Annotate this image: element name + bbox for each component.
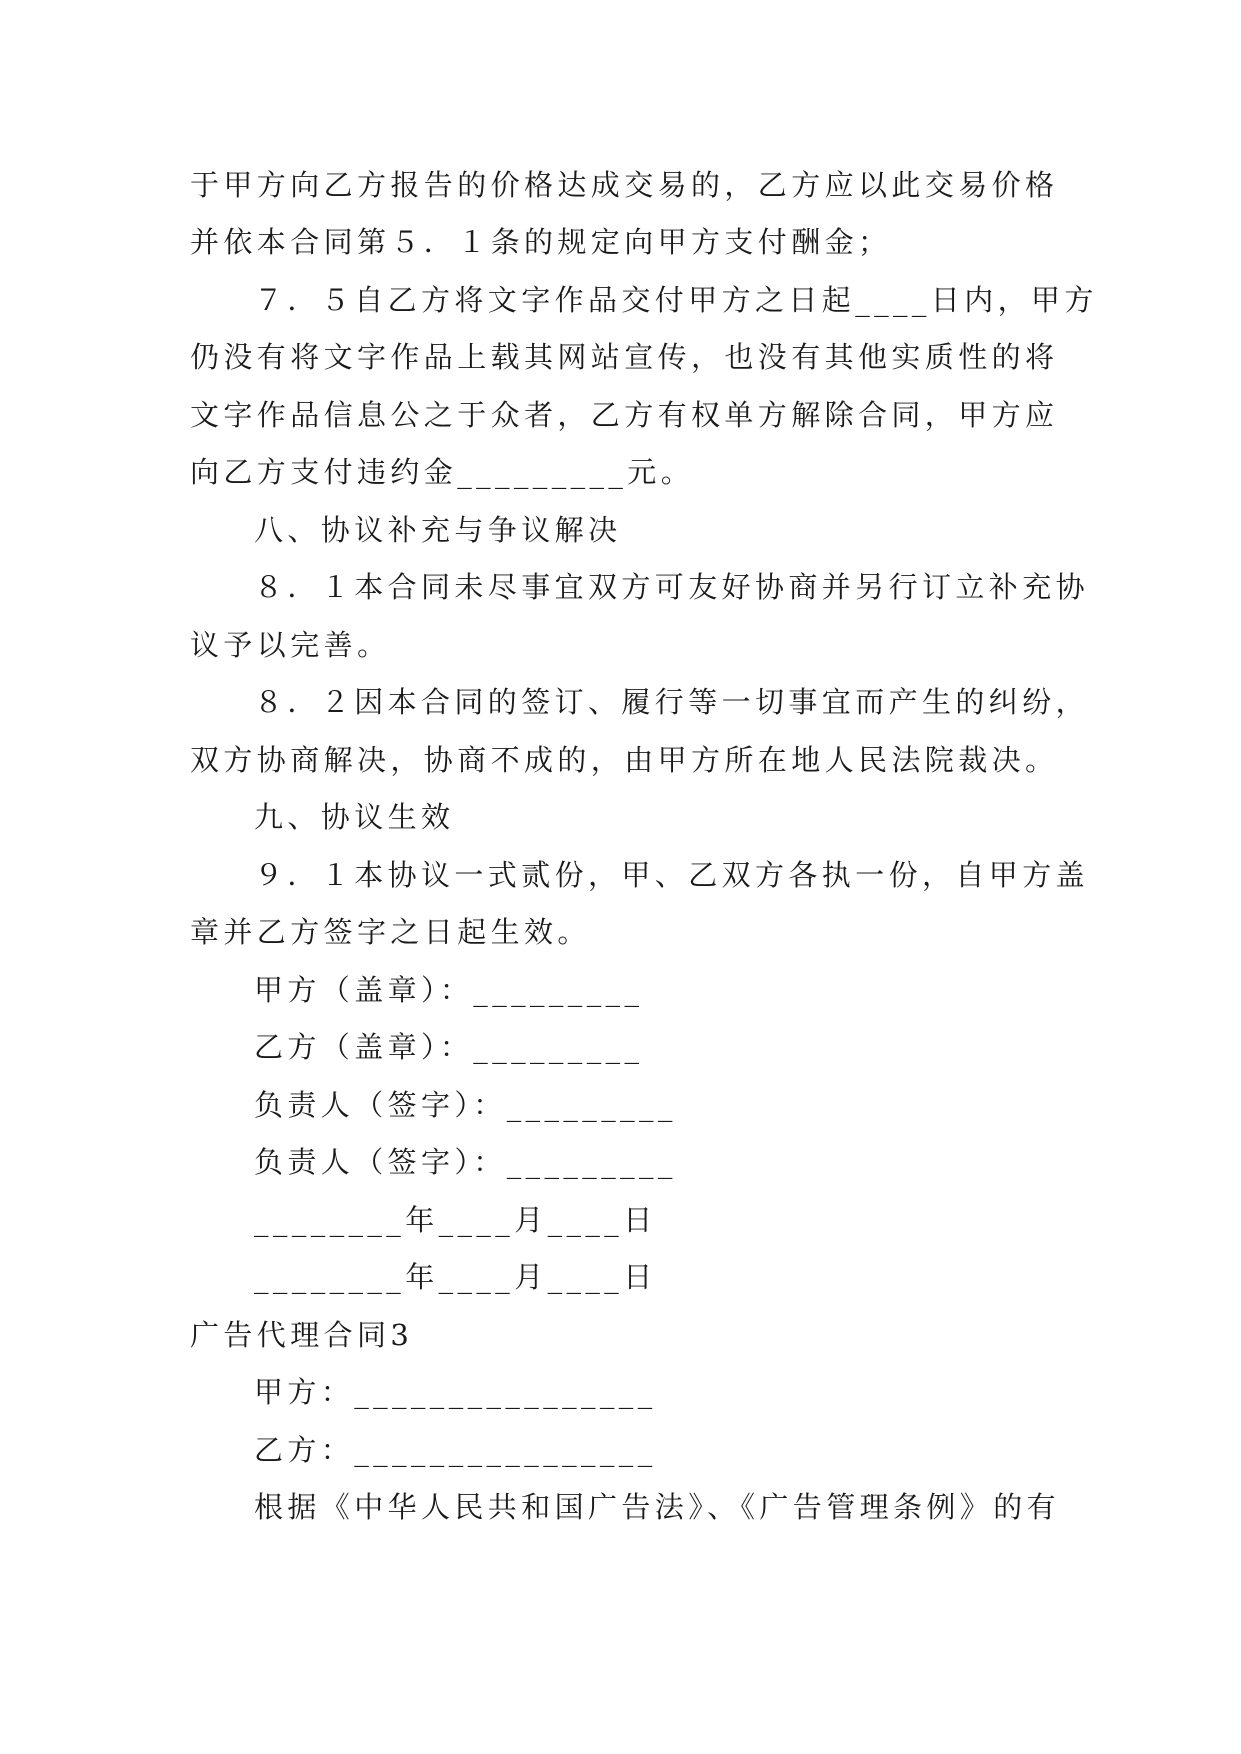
section-heading-9: 九、协议生效 (254, 800, 455, 834)
party-a-seal-field: 甲方（盖章）：_________ (254, 973, 644, 1007)
paragraph-line: 向乙方支付违约金_________元。 (190, 455, 695, 489)
paragraph-line: 议予以完善。 (190, 628, 391, 662)
clause-9-1-line: ９．１本协议一式贰份，甲、乙双方各执一份，自甲方盖 (254, 858, 1090, 892)
responsible-signature-field: 负责人（签字）：_________ (254, 1088, 677, 1122)
clause-8-2-line: ８．２因本合同的签订、履行等一切事宜而产生的纠纷， (254, 685, 1090, 719)
paragraph-line: 并依本合同第５．１条的规定向甲方支付酬金； (190, 225, 892, 259)
paragraph-line: 文字作品信息公之于众者，乙方有权单方解除合同，甲方应 (190, 398, 1059, 432)
clause-7-5-line: ７．５自乙方将文字作品交付甲方之日起____日内，甲方 (254, 283, 1098, 317)
section-heading-8: 八、协议补充与争议解决 (254, 513, 622, 547)
party-b-seal-field: 乙方（盖章）：_________ (254, 1030, 644, 1064)
clause-8-1-line: ８．１本合同未尽事宜双方可友好协商并另行订立补充协 (254, 570, 1090, 604)
paragraph-line: 于甲方向乙方报告的价格达成交易的，乙方应以此交易价格 (190, 168, 1059, 202)
paragraph-line: 仍没有将文字作品上载其网站宣传，也没有其他实质性的将 (190, 340, 1059, 374)
date-field: ________年____月____日 (254, 1203, 657, 1237)
paragraph-line: 章并乙方签字之日起生效。 (190, 915, 591, 949)
paragraph-line: 双方协商解决，协商不成的，由甲方所在地人民法院裁决。 (190, 743, 1059, 777)
party-a-field: 甲方：________________ (254, 1375, 657, 1409)
contract-title: 广告代理合同3 (190, 1318, 414, 1352)
paragraph-line: 根据《中华人民共和国广告法》、《广告管理条例》的有 (254, 1490, 1061, 1524)
date-field: ________年____月____日 (254, 1260, 657, 1294)
party-b-field: 乙方：________________ (254, 1433, 657, 1467)
responsible-signature-field: 负责人（签字）：_________ (254, 1145, 677, 1179)
